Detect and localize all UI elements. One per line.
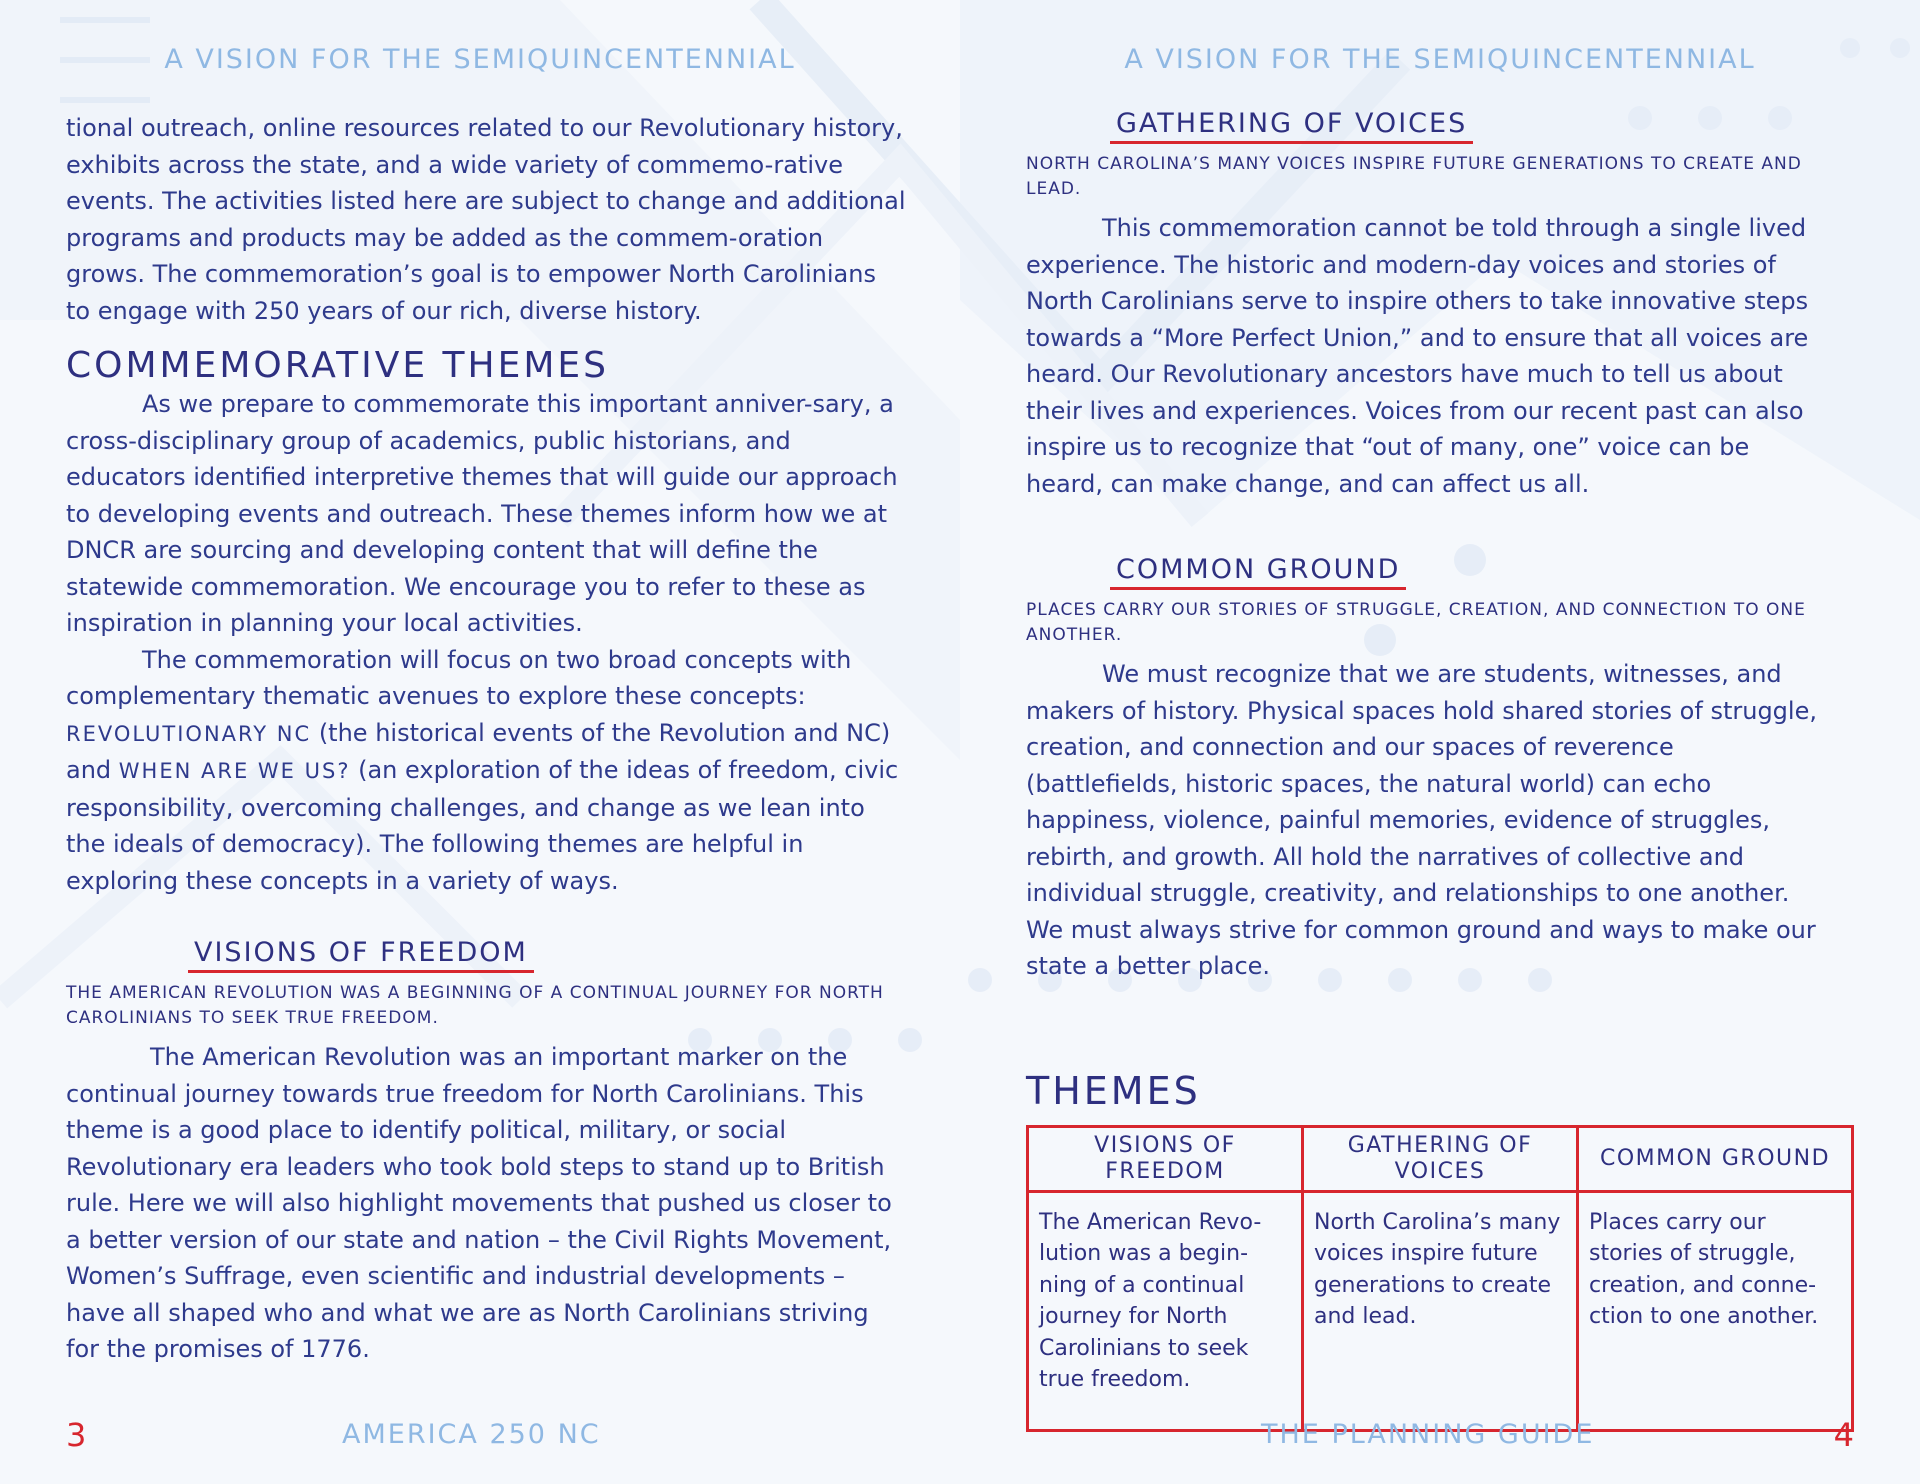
section-title: COMMEMORATIVE THEMES [66, 345, 610, 386]
footer-left: AMERICA 250 NC [342, 1419, 601, 1450]
theme-title-common-ground: COMMON GROUND [1110, 554, 1406, 590]
theme-title-gathering-of-voices: GATHERING OF VOICES [1110, 108, 1473, 144]
concept-revolutionary-nc: REVOLUTIONARY NC [66, 721, 312, 746]
left-column [66, 110, 906, 1368]
table-cell: The American Revo-lution was a begin-ning of a continual journey for North Carolinians to seek true freedom. [1028, 1191, 1303, 1430]
theme-body-common-ground: We must recognize that we are students, witnesses, and makers of history. Physical spaces hold shared stories of struggle, creation, and connection and our spaces of reverence (battlefields, historic spaces, the natural world) can echo happiness, violence, painful memories, evidence of struggles, rebirth, and growth. All hold the narratives of collective and individual struggle, creativity, and relationships to one another. We must always strive for common ground and ways to make our state a better place. [1026, 660, 1817, 980]
paragraph-2-start: The commemoration will focus on two broad concepts with complementary thematic avenues to explore these concepts: [66, 645, 852, 710]
page-header: A VISION FOR THE SEMIQUINCENTENNIAL [164, 44, 796, 75]
themes-paragraph-1: As we prepare to commemorate this important anniver-sary, a cross-disciplinary group of academics, public historians, and educators identified interpretive themes that will guide our approach to developing events and outreach. These themes inform how we at DNCR are sourcing and developing content that will define the statewide commemoration. We encourage you to refer to these as inspiration in planning your local activities. [66, 390, 898, 637]
theme-subtitle-visions-of-freedom: THE AMERICAN REVOLUTION WAS A BEGINNING OF A CONTINUAL JOURNEY FOR NORTH CAROLINIANS TO SEEK TRUE FREEDOM. [66, 983, 884, 1028]
intro-paragraph: tional outreach, online resources related to our Revolutionary history, exhibits across the state, and a wide variety of commemo-rative events. The activities listed here are subject to change and additional programs and products may be added as the commem-oration grows. The commemoration’s goal is to empower North Carolinians to engage with 250 years of our rich, diverse history. [66, 114, 906, 325]
table-cell: Places carry our stories of struggle, creation, and conne-ction to one another. [1578, 1191, 1853, 1430]
theme-body-visions-of-freedom: The American Revolution was an important marker on the continual journey towards true freedom for North Carolinians. This theme is a good place to identify political, military, or social Revolutionary era leaders who took bold steps to stand up to British rule. Here we will also highlight movements that pushed us closer to a better version of our state and nation – the Civil Rights Movement, Women’s Suffrage, even scientific and industrial developments – have all shaped who and what we are as North Carolinians striving for the promises of 1776. [66, 1043, 892, 1363]
table-header-cell: GATHERING OF VOICES [1303, 1126, 1578, 1191]
page-number-right: 4 [1833, 1416, 1854, 1454]
theme-subtitle-gathering-of-voices: NORTH CAROLINA’S MANY VOICES INSPIRE FUTURE GENERATIONS TO CREATE AND LEAD. [1026, 154, 1802, 199]
paragraph-2-end: (an exploration of the ideas of freedom, civic responsibility, overcoming challenges, and change as we lean into the ideals of democracy). The following themes are helpful in exploring these concepts in a variety of ways. [66, 756, 899, 895]
table-header-row [1028, 1126, 1853, 1191]
theme-subtitle-common-ground: PLACES CARRY OUR STORIES OF STRUGGLE, CREATION, AND CONNECTION TO ONE ANOTHER. [1026, 600, 1806, 645]
table-cell: North Carolina’s many voices inspire future generations to create and lead. [1303, 1191, 1578, 1430]
themes-table [1026, 1125, 1854, 1432]
page-header: A VISION FOR THE SEMIQUINCENTENNIAL [1124, 44, 1756, 75]
paragraph-2-mid: (the historical events of the Revolution and NC) and [66, 718, 891, 784]
footer-right: THE PLANNING GUIDE [1261, 1419, 1595, 1450]
theme-body-gathering-of-voices: This commemoration cannot be told through a single lived experience. The historic and modern-day voices and stories of North Carolinians serve to inspire others to take innovative steps towards a “More Perfect Union,” and to ensure that all voices are heard. Our Revolutionary ancestors have much to tell us about their lives and experiences. Voices from our recent past can also inspire us to recognize that “out of many, one” voice can be heard, can make change, and can affect us all. [1026, 214, 1809, 498]
table-header-cell: COMMON GROUND [1578, 1126, 1853, 1191]
concept-when-are-we-us: WHEN ARE WE US? [118, 759, 351, 783]
right-page [960, 0, 1920, 1484]
table-row [1028, 1191, 1853, 1430]
table-header-cell: VISIONS OF FREEDOM [1028, 1126, 1303, 1191]
right-column [1026, 108, 1831, 1432]
themes-paragraph-2 [66, 642, 906, 900]
theme-title-visions-of-freedom: VISIONS OF FREEDOM [188, 937, 534, 973]
page-number-left: 3 [66, 1416, 87, 1454]
themes-table-title: THEMES [1026, 1068, 1201, 1113]
